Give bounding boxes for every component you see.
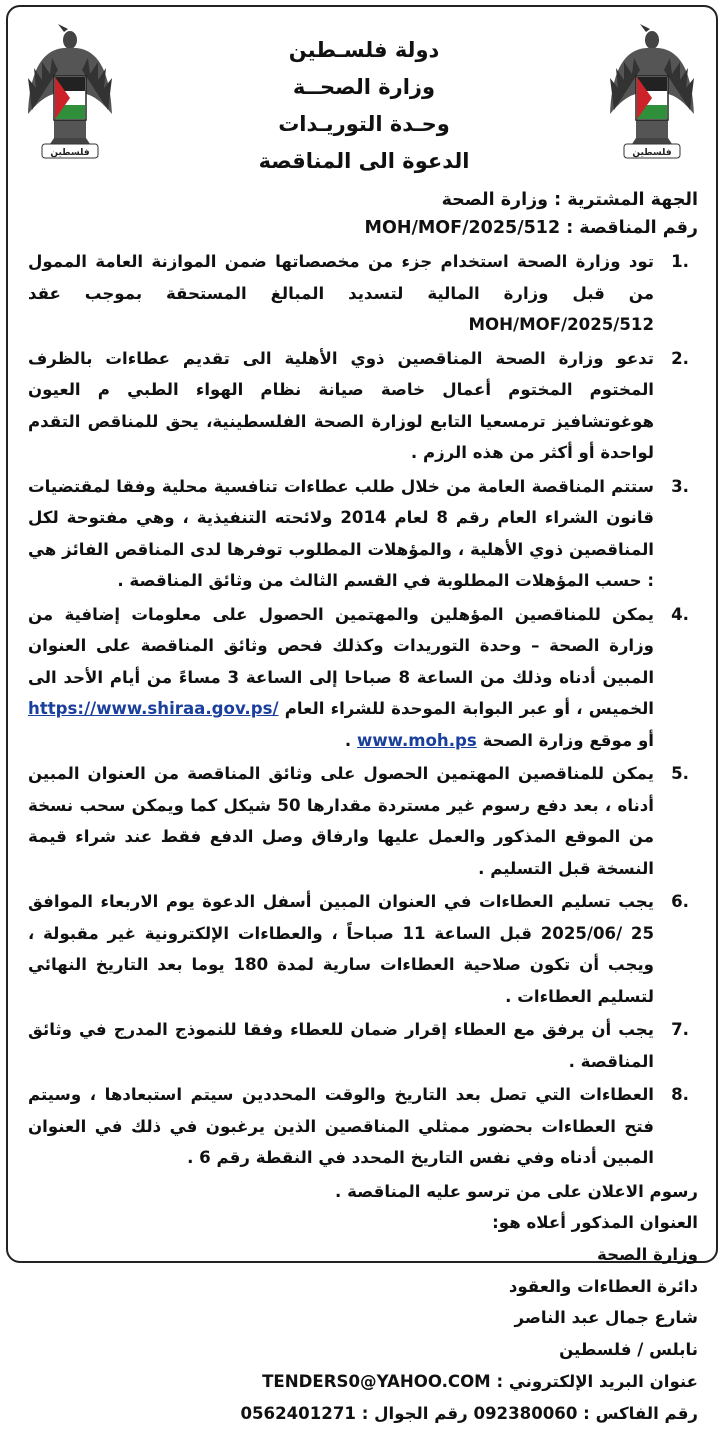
- page-title: الدعوة الى المناقصة: [258, 149, 470, 173]
- shiraa-portal-link[interactable]: https://www.shiraa.gov.ps/: [28, 699, 279, 718]
- tender-clauses: [22, 246, 698, 1174]
- item-text: ستتم المناقصة العامة من خلال طلب عطاءات تنافسية محلية وفقا لمقتضيات قانون الشراء العام رقم 8 لعام 2014 ولائحته التنفيذية ، وهي مفتوحة لكل المناقصين ذوي الأهلية ، والمؤهلات المطلوب توفرها لدى المناقص الفائز هي : حسب المؤهلات المطلوبة في القسم الثالث من وثائق المناقصة .: [28, 476, 654, 590]
- buyer-line: الجهة المشترية : وزارة الصحة: [441, 190, 698, 210]
- item-number: 4.: [671, 604, 689, 624]
- item-text: تود وزارة الصحة استخدام جزء من مخصصاتها ضمن الموازنة العامة الممول من قبل وزارة المالية لتسديد المبالغ المستحقة بموجب عقد MOH/MOF/2025/512: [28, 252, 654, 334]
- list-item: [22, 758, 698, 884]
- fax-number: 092380060: [473, 1403, 578, 1423]
- item-number: 5.: [671, 764, 689, 783]
- emblem-caption: فلسطين: [632, 148, 672, 158]
- mobile-label: رقم الجوال :: [355, 1403, 474, 1423]
- address-intro: العنوان المذكور أعلاه هو:: [492, 1213, 698, 1232]
- item-text-continued: أو موقع وزارة الصحة: [476, 730, 654, 750]
- email-line: [22, 1366, 698, 1398]
- fax-label: رقم الفاكس :: [577, 1403, 698, 1423]
- list-item: [22, 471, 698, 597]
- item-text-end: .: [344, 730, 358, 750]
- palestine-emblem-left: [24, 18, 116, 160]
- list-item: [22, 1079, 698, 1174]
- item-number: 8.: [671, 1085, 689, 1104]
- item-number: 6.: [671, 892, 689, 911]
- item-number: 7.: [671, 1020, 689, 1039]
- header-ministry: وزارة الصحــة: [292, 75, 436, 99]
- eagle-icon: [28, 24, 112, 152]
- address-street: شارع جمال عبد الناصر: [514, 1308, 698, 1328]
- eagle-icon: [610, 24, 694, 152]
- document-body: [22, 186, 698, 1430]
- document-header: [150, 32, 578, 180]
- email-label: عنوان البريد الإلكتروني :: [490, 1371, 698, 1391]
- header-unit: وحـدة التوريـدات: [278, 112, 450, 136]
- list-item: [22, 599, 698, 757]
- item-text: يجب أن يرفق مع العطاء إقرار ضمان للعطاء وفقا للنموذج المدرج في وثائق المناقصة .: [28, 1020, 654, 1071]
- emblem-caption: فلسطين: [50, 148, 90, 158]
- tender-number-line: رقم المناقصة : MOH/MOF/2025/512: [364, 218, 698, 238]
- list-item: [22, 343, 698, 469]
- item-number: 2.: [671, 348, 689, 368]
- address-ministry: وزارة الصحة: [597, 1244, 698, 1264]
- address-department: دائرة العطاءات والعقود: [508, 1276, 698, 1296]
- item-text: يمكن للمناقصين المؤهلين والمهتمين الحصول على معلومات إضافية من وزارة الصحة – وحدة التوريدات وكذلك فحص وثائق المناقصة على العنوان المبين أدناه وذلك من الساعة 8 صباحا إلى الساعة 3 مساءً من أيام الأحد الى الخميس ، أو عبر البوابة الموحدة للشراء العام: [28, 604, 655, 718]
- item-text: تدعو وزارة الصحة المناقصين ذوي الأهلية الى تقديم عطاءات بالظرف المختوم المختوم أعمال خاصة صيانة نظام الهواء الطبي م العيون هوغوتشافيز ترمسعيا التابع لوزارة الصحة الفلسطينية، يحق للمناقص التقدم لواحدة أو أكثر من هذه الرزم .: [28, 348, 654, 462]
- list-item: [22, 1014, 698, 1077]
- item-number: 3.: [671, 476, 689, 496]
- item-text: يجب تسليم العطاءات في العنوان المبين أسفل الدعوة يوم الاربعاء الموافق 25 /2025/06 قبل الساعة 11 صباحاً ، والعطاءات الإلكترونية غير مقبولة ، ويجب أن تكون صلاحية العطاءات سارية لمدة 180 يوما بعد التاريخ النهائي لتسليم العطاءات .: [28, 892, 655, 1006]
- list-item: [22, 246, 698, 341]
- phone-line: [22, 1398, 698, 1430]
- item-number: 1.: [671, 252, 689, 271]
- item-text: العطاءات التي تصل بعد التاريخ والوقت المحددين سيتم استبعادها ، وسيتم فتح العطاءات بحضور ممثلي المناقصين الذين يرغبون في ذلك في العنوان المبين أدناه وفي نفس التاريخ المحدد في النقطة رقم 6 .: [28, 1085, 654, 1167]
- list-item: [22, 886, 698, 1012]
- header-state: دولة فلسـطين: [288, 38, 440, 62]
- palestine-emblem-right: [606, 18, 698, 160]
- item-text: يمكن للمناقصين المهتمين الحصول على وثائق المناقصة من العنوان المبين أدناه ، بعد دفع رسوم غير مستردة مقدارها 50 شيكل كما ويمكن سحب نسخة من الموقع المذكور والعمل عليها وارفاق وصل الدفع فقط عند شراء قيمة النسخة قبل التسليم .: [28, 764, 654, 878]
- address-city: نابلس / فلسطين: [559, 1340, 698, 1360]
- mobile-number: 0562401271: [240, 1403, 356, 1423]
- email-link[interactable]: TENDERS0@YAHOO.COM: [262, 1371, 491, 1391]
- address-block: [22, 1207, 698, 1430]
- moh-website-link[interactable]: www.moh.ps: [357, 730, 477, 750]
- fees-note: رسوم الاعلان على من ترسو عليه المناقصة .: [335, 1181, 698, 1201]
